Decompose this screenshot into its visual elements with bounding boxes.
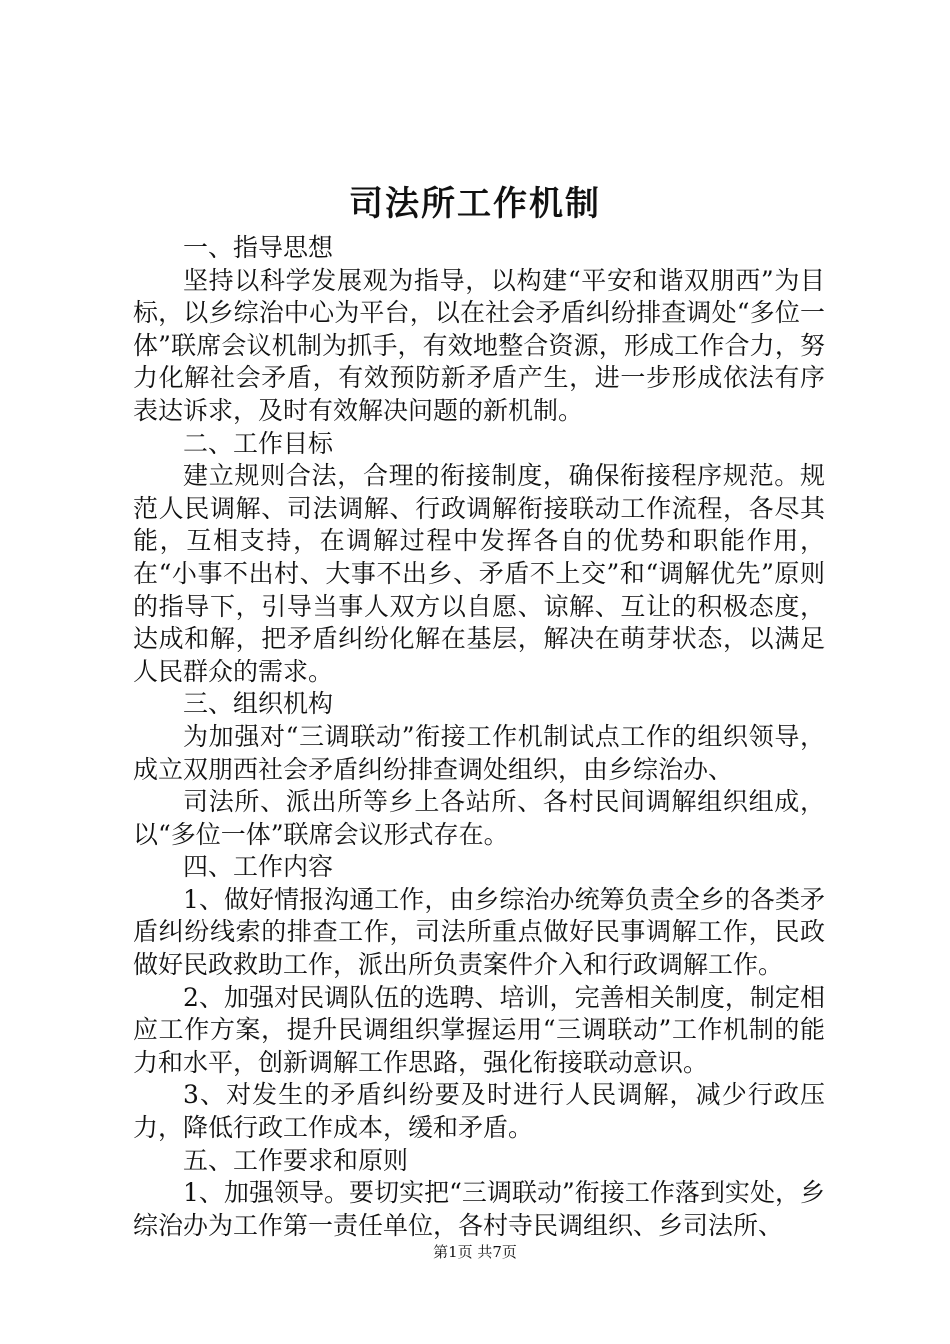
paragraph-work-goals: 建立规则合法，合理的衔接制度，确保衔接程序规范。规范人民调解、司法调解、行政调解衔接联动工作流程，各尽其能，互相支持，在调解过程中发挥各自的优势和职能作用，在“小事不出村、大事不出乡、矛盾不上交”和“调解优先”原则的指导下，引导当事人双方以自愿、谅解、互让的积极态度，达成和解，把矛盾纠纷化解在基层，解决在萌芽状态，以满足人民群众的需求。 bbox=[133, 461, 825, 686]
section-heading-2: 二、工作目标 bbox=[183, 428, 334, 458]
document-title: 司法所工作机制 bbox=[349, 184, 601, 224]
paragraph-organization-1: 为加强对“三调联动”衔接工作机制试点工作的组织领导，成立双朋西社会矛盾纠纷排查调处组织，由乡综治办、 bbox=[133, 721, 825, 784]
section-heading-4: 四、工作内容 bbox=[183, 852, 334, 882]
section-heading-1: 一、指导思想 bbox=[183, 233, 334, 262]
section-heading-3: 三、组织机构 bbox=[183, 689, 334, 719]
page-footer: 第1页 共7页 bbox=[433, 1243, 517, 1261]
paragraph-work-content-1: 1、做好情报沟通工作，由乡综治办统筹负责全乡的各类矛盾纠纷线索的排查工作，司法所重点做好民事调解工作，民政做好民政救助工作，派出所负责案件介入和行政调解工作。 bbox=[133, 884, 825, 980]
paragraph-organization-2: 司法所、派出所等乡上各站所、各村民间调解组织组成，以“多位一体”联席会议形式存在。 bbox=[133, 787, 825, 849]
paragraph-work-content-2: 2、加强对民调队伍的选聘、培训，完善相关制度，制定相应工作方案，提升民调组织掌握运用“三调联动”工作机制的能力和水平，创新调解工作思路，强化衔接联动意识。 bbox=[133, 982, 825, 1077]
paragraph-guiding-thought: 坚持以科学发展观为指导，以构建“平安和谐双朋西”为目标，以乡综治中心为平台，以在社会矛盾纠纷排查调处“多位一体”联席会议机制为抓手，有效地整合资源，形成工作合力，努力化解社会矛盾，有效预防新矛盾产生，进一步形成依法有序表达诉求，及时有效解决问题的新机制。 bbox=[133, 265, 825, 425]
paragraph-requirements-1: 1、加强领导。要切实把“三调联动”衔接工作落到实处，乡综治办为工作第一责任单位，各村寺民调组织、乡司法所、 bbox=[133, 1178, 825, 1240]
document-body bbox=[133, 232, 825, 1242]
paragraph-work-content-3: 3、对发生的矛盾纠纷要及时进行人民调解，减少行政压力，降低行政工作成本，缓和矛盾。 bbox=[133, 1080, 825, 1143]
section-heading-5: 五、工作要求和原则 bbox=[183, 1145, 409, 1175]
